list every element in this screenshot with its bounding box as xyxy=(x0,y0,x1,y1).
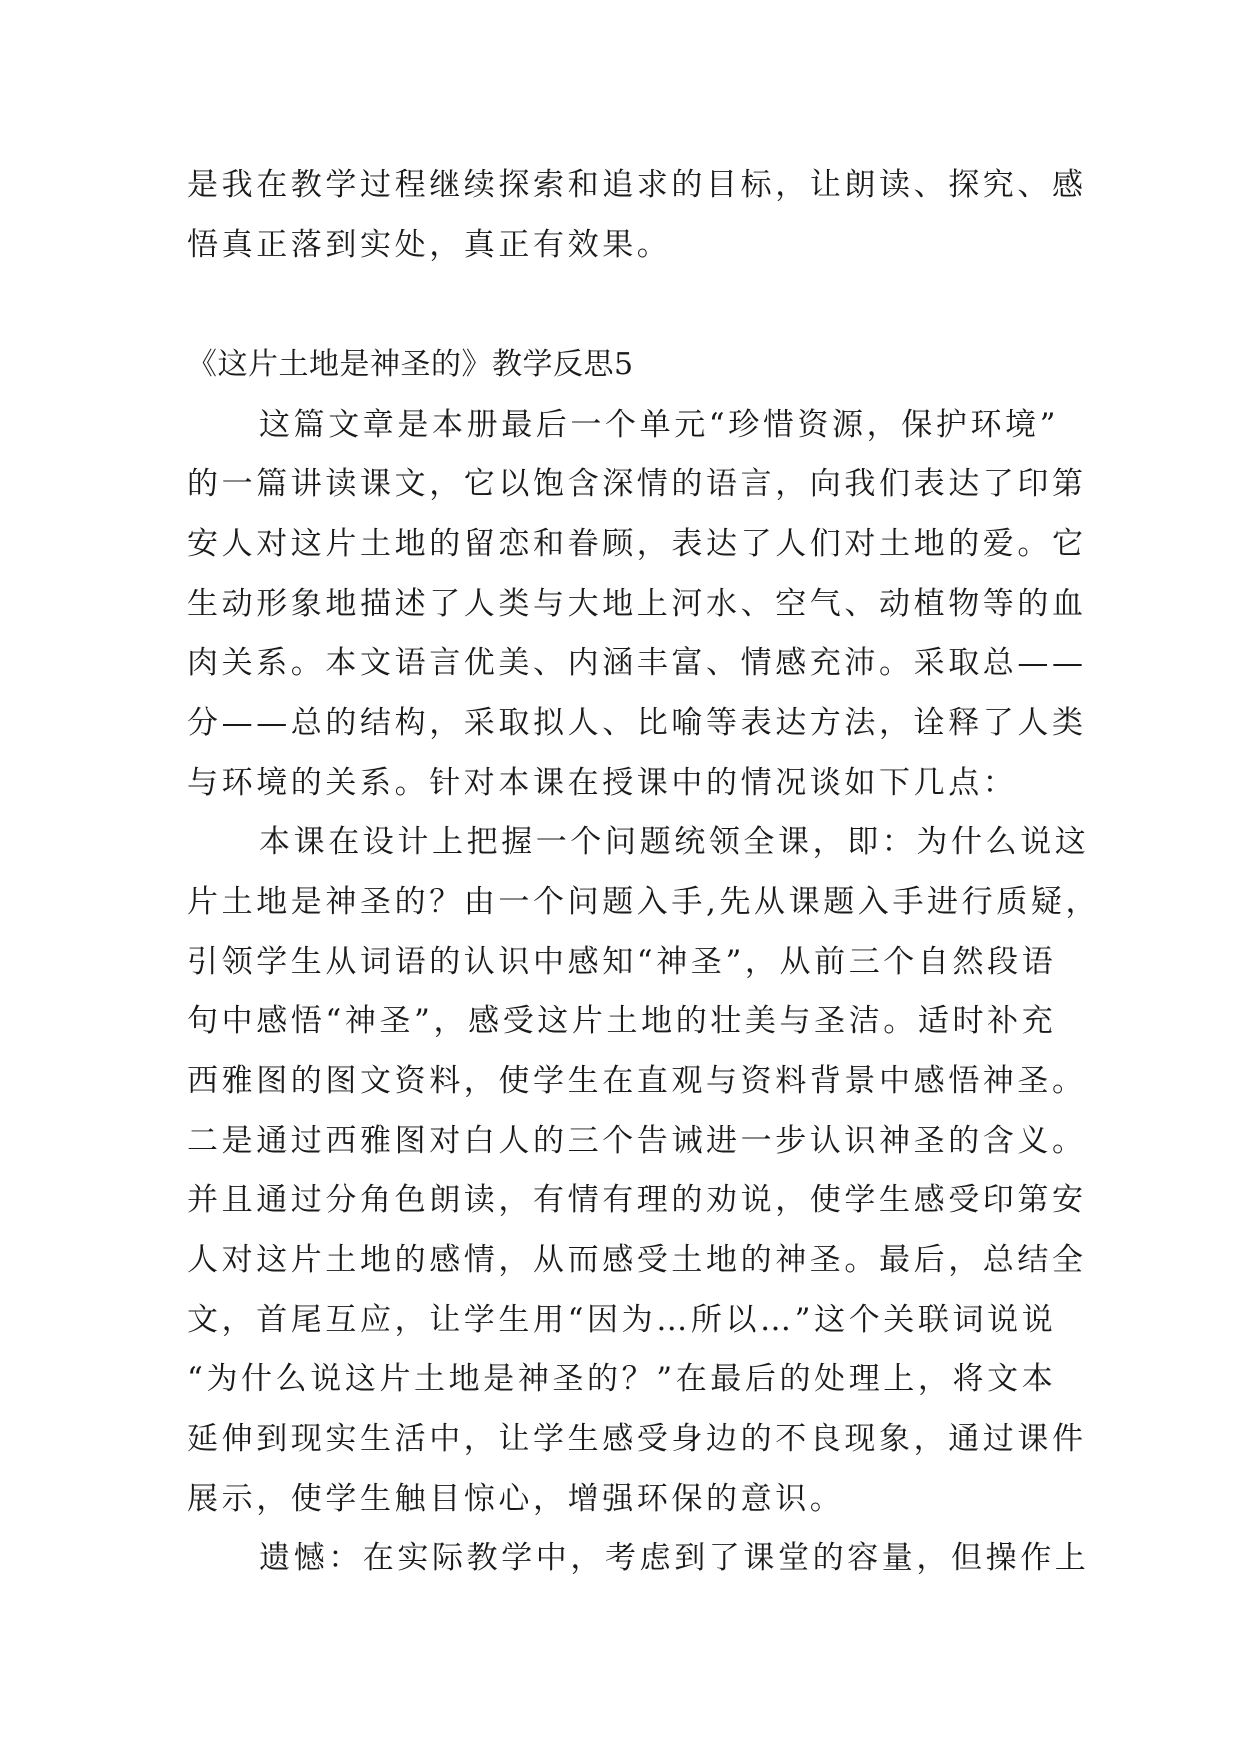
text-line: 句中感悟“神圣”，感受这片土地的壮美与圣洁。适时补充 xyxy=(187,1003,1057,1039)
text-line: 本课在设计上把握一个问题统领全课，即：为什么说这 xyxy=(259,824,1090,860)
text-line: 展示，使学生触目惊心，增强环保的意识。 xyxy=(187,1481,845,1517)
text-line: 与环境的关系。针对本课在授课中的情况谈如下几点： xyxy=(187,765,1018,801)
text-line: 这篇文章是本册最后一个单元“珍惜资源，保护环境” xyxy=(259,407,1060,443)
text-line: 肉关系。本文语言优美、内涵丰富、情感充沛。采取总—— xyxy=(187,645,1087,681)
text-line: “为什么说这片土地是神圣的？”在最后的处理上，将文本 xyxy=(187,1361,1057,1397)
text-line: 安人对这片土地的留恋和眷顾，表达了人们对土地的爱。它 xyxy=(187,526,1087,562)
section-heading: 《这片土地是神圣的》教学反思5 xyxy=(187,347,634,382)
text-line: 人对这片土地的感情，从而感受土地的神圣。最后，总结全 xyxy=(187,1242,1087,1278)
text-line: 文，首尾互应，让学生用“因为…所以…”这个关联词说说 xyxy=(187,1302,1057,1338)
text-line: 遗憾：在实际教学中，考虑到了课堂的容量，但操作上 xyxy=(259,1540,1090,1576)
text-line: 二是通过西雅图对白人的三个告诫进一步认识神圣的含义。 xyxy=(187,1123,1087,1159)
text-line: 生动形象地描述了人类与大地上河水、空气、动植物等的血 xyxy=(187,586,1087,622)
text-line: 延伸到现实生活中，让学生感受身边的不良现象，通过课件 xyxy=(187,1421,1087,1457)
text-line: 引领学生从词语的认识中感知“神圣”，从前三个自然段语 xyxy=(187,944,1057,980)
text-line: 西雅图的图文资料，使学生在直观与资料背景中感悟神圣。 xyxy=(187,1063,1087,1099)
text-line: 分——总的结构，采取拟人、比喻等表达方法，诠释了人类 xyxy=(187,705,1087,741)
text-line: 悟真正落到实处，真正有效果。 xyxy=(187,227,672,263)
text-line: 的一篇讲读课文，它以饱含深情的语言，向我们表达了印第 xyxy=(187,466,1087,502)
text-line: 片土地是神圣的？由一个问题入手,先从课题入手进行质疑， xyxy=(187,884,1101,920)
text-line: 是我在教学过程继续探索和追求的目标，让朗读、探究、感 xyxy=(187,167,1087,203)
text-line: 并且通过分角色朗读，有情有理的劝说，使学生感受印第安 xyxy=(187,1182,1087,1218)
